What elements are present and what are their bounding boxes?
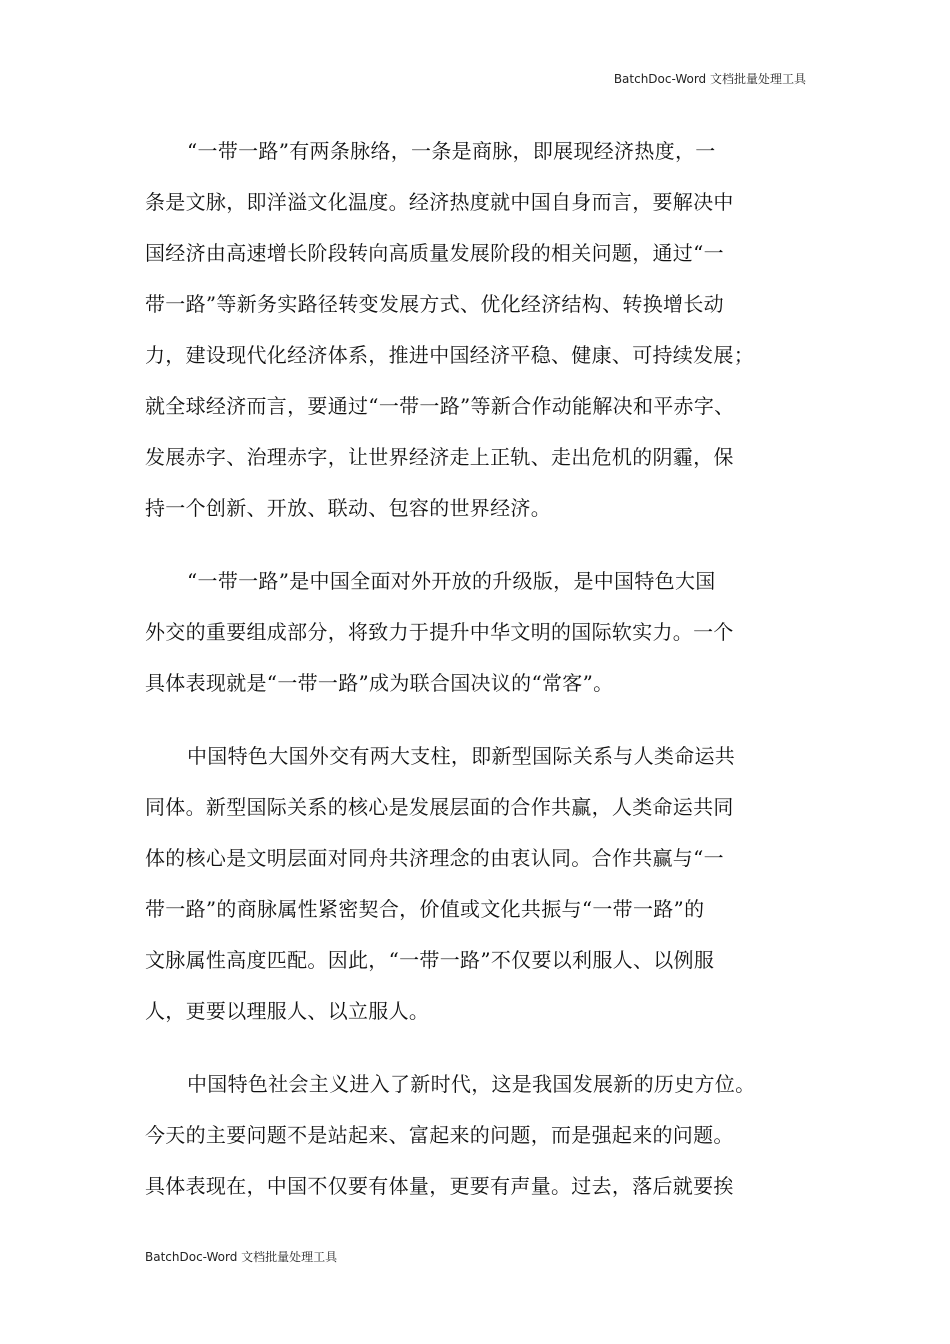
paragraph-line: 条是文脉，即洋溢文化温度。经济热度就中国自身而言，要解决中 [145, 190, 734, 214]
paragraph-line: 带一路”的商脉属性紧密契合，价值或文化共振与“一带一路”的 [145, 897, 705, 921]
paragraph-3 [145, 731, 810, 1037]
paragraph-line: 中国特色大国外交有两大支柱，即新型国际关系与人类命运共 [187, 744, 736, 768]
paragraph-line: 具体表现就是“一带一路”成为联合国决议的“常客”。 [145, 671, 614, 695]
paragraph-line: 中国特色社会主义进入了新时代，这是我国发展新的历史方位。 [187, 1072, 756, 1096]
paragraph-line: 带一路”等新务实路径转变发展方式、优化经济结构、转换增长动 [145, 292, 724, 316]
page-footer: BatchDoc-Word 文档批量处理工具 [145, 1250, 338, 1264]
paragraph-line: 力，建设现代化经济体系，推进中国经济平稳、健康、可持续发展； [145, 343, 754, 367]
paragraph-line: 同体。新型国际关系的核心是发展层面的合作共赢，人类命运共同 [145, 795, 734, 819]
paragraph-line: 今天的主要问题不是站起来、富起来的问题，而是强起来的问题。 [145, 1123, 734, 1147]
paragraph-4 [145, 1059, 810, 1212]
paragraph-line: 体的核心是文明层面对同舟共济理念的由衷认同。合作共赢与“一 [145, 846, 724, 870]
paragraph-line: 具体表现在，中国不仅要有体量，更要有声量。过去，落后就要挨 [145, 1174, 734, 1198]
document-body [145, 126, 810, 1234]
page-header: BatchDoc-Word 文档批量处理工具 [613, 72, 806, 86]
paragraph-2 [145, 556, 810, 709]
paragraph-line: “一带一路”是中国全面对外开放的升级版，是中国特色大国 [187, 569, 716, 593]
paragraph-line: 文脉属性高度匹配。因此，“一带一路”不仅要以利服人、以例服 [145, 948, 715, 972]
paragraph-line: 发展赤字、治理赤字，让世界经济走上正轨、走出危机的阴霾，保 [145, 445, 734, 469]
paragraph-1 [145, 126, 810, 534]
paragraph-line: 国经济由高速增长阶段转向高质量发展阶段的相关问题，通过“一 [145, 241, 724, 265]
paragraph-line: “一带一路”有两条脉络，一条是商脉，即展现经济热度，一 [187, 139, 716, 163]
paragraph-line: 就全球经济而言，要通过“一带一路”等新合作动能解决和平赤字、 [145, 394, 735, 418]
paragraph-line: 人，更要以理服人、以立服人。 [145, 999, 430, 1023]
paragraph-line: 持一个创新、开放、联动、包容的世界经济。 [145, 496, 551, 520]
paragraph-line: 外交的重要组成部分，将致力于提升中华文明的国际软实力。一个 [145, 620, 734, 644]
